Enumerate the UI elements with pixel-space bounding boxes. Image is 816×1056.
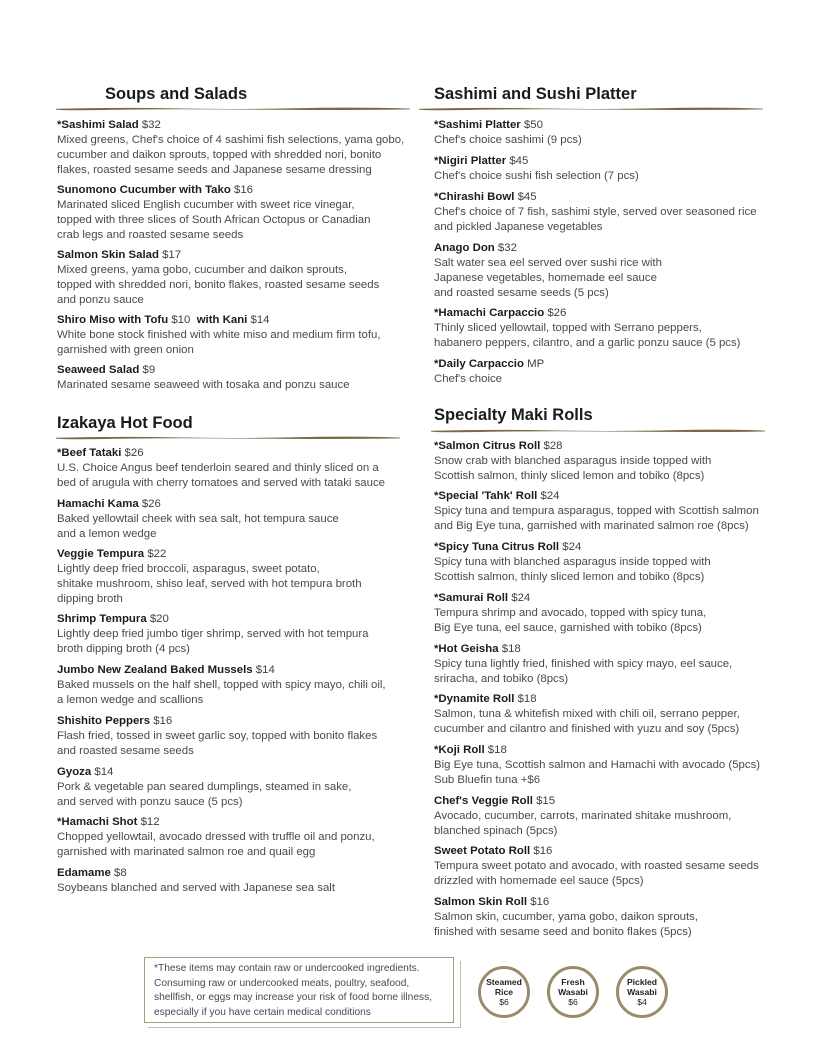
item-price: $17 — [162, 249, 182, 261]
item-description: Salmon skin, cucumber, yama gobo, daikon sprouts, — [434, 911, 699, 923]
item-name: *Hamachi Shot — [57, 816, 138, 828]
disclaimer-line: especially if you have certain medical conditions — [154, 1006, 371, 1018]
item-description: Chef's choice of 7 fish, sashimi style, served over seasoned rice — [434, 206, 757, 218]
brush-divider — [55, 435, 401, 440]
heading-soups-and-salads: Soups and Salads — [105, 85, 248, 103]
item-name: Gyoza — [57, 766, 92, 778]
menu-item — [57, 612, 369, 657]
item-name: *Sashimi Platter — [434, 119, 521, 131]
item-description: drizzled with homemade eel sauce (5pcs) — [434, 875, 644, 887]
item-description: flakes, roasted sesame seeds and Japanese sesame dressing — [57, 164, 372, 176]
menu-item — [57, 248, 379, 308]
item-name: *Spicy Tuna Citrus Roll — [434, 541, 560, 553]
menu-item — [434, 895, 698, 940]
menu-item — [57, 547, 362, 607]
item-description: bed of arugula with cherry tomatoes and served with tataki sauce — [57, 477, 385, 489]
item-description: and pickled Japanese vegetables — [434, 221, 603, 233]
item-name: Salmon Skin Salad — [57, 249, 159, 261]
item-name: Anago Don — [434, 242, 495, 254]
item-description: and a lemon wedge — [57, 528, 157, 540]
item-price: $26 — [141, 498, 161, 510]
item-name: Edamame — [57, 867, 111, 879]
item-price: $22 — [147, 548, 167, 560]
brush-divider — [55, 106, 411, 111]
item-name: Jumbo New Zealand Baked Mussels — [57, 664, 253, 676]
item-description: Mixed greens, Chef's choice of 4 sashimi fish selections, yama gobo, — [57, 134, 405, 146]
item-price: $18 — [487, 744, 507, 756]
menu-item — [434, 743, 760, 788]
heading-sashimi-sushi-platter: Sashimi and Sushi Platter — [434, 85, 637, 103]
menu-item — [434, 306, 740, 351]
item-price: $32 — [497, 242, 517, 254]
disclaimer-line: shellfish, or eggs may increase your risk of food borne illness, — [154, 992, 433, 1003]
item-price: $26 — [547, 307, 567, 319]
item-name: Sweet Potato Roll — [434, 845, 531, 857]
item-description: and Big Eye tuna, garnished with marinated salmon roe (8pcs) — [434, 520, 749, 532]
item-price: $16 — [533, 845, 553, 857]
item-description: Snow crab with blanched asparagus inside topped with — [434, 455, 712, 467]
item-description: Chef's choice — [434, 373, 503, 385]
item-description: Mixed greens, yama gobo, cucumber and daikon sprouts, — [57, 264, 347, 276]
item-description: shitake mushroom, shiso leaf, served with hot tempura broth — [57, 578, 362, 590]
item-name: *Dynamite Roll — [434, 693, 515, 705]
item-description: blanched spinach (5pcs) — [434, 825, 558, 837]
item-description: crab legs and roasted sesame seeds — [57, 229, 244, 241]
menu-item — [57, 714, 377, 759]
item-description: Tempura shrimp and avocado, topped with spicy tuna, — [434, 607, 707, 619]
item-price: $16 — [233, 184, 253, 196]
item-name: *Salmon Citrus Roll — [434, 440, 541, 452]
side-label: Steamed — [486, 977, 522, 987]
side-label: Wasabi — [627, 987, 657, 997]
item-price: $18 — [501, 643, 521, 655]
item-description: Tempura sweet potato and avocado, with roasted sesame seeds — [434, 860, 759, 872]
menu-item — [434, 190, 757, 235]
item-name: Shishito Peppers — [57, 715, 151, 727]
menu-item — [434, 794, 731, 839]
item-price: $9 — [142, 364, 156, 376]
item-name-variant: with Kani — [196, 314, 248, 326]
item-description: Lightly deep fried jumbo tiger shrimp, served with hot tempura — [57, 628, 369, 640]
item-description: Baked mussels on the half shell, topped with spicy mayo, chili oil, — [57, 679, 386, 691]
menu-item — [434, 692, 740, 737]
item-description: finished with sesame seed and bonito flakes (5pcs) — [434, 926, 692, 938]
item-description: Big Eye tuna, eel sauce, garnished with tobiko (8pcs) — [434, 622, 702, 634]
menu-item — [57, 446, 385, 491]
item-price: $24 — [511, 592, 531, 604]
item-price: $24 — [540, 490, 560, 502]
item-name: Seaweed Salad — [57, 364, 140, 376]
item-price: $16 — [530, 896, 550, 908]
disclaimer-line: *These items may contain raw or undercooked ingredients. — [154, 963, 420, 974]
item-name: *Koji Roll — [434, 744, 485, 756]
menu-item — [434, 154, 639, 184]
item-name: Veggie Tempura — [57, 548, 145, 560]
item-name: *Chirashi Bowl — [434, 191, 515, 203]
item-price: $50 — [523, 119, 543, 131]
menu-item — [434, 118, 582, 148]
item-description: Thinly sliced yellowtail, topped with Serrano peppers, — [434, 322, 702, 334]
menu-item — [434, 357, 544, 387]
item-price: $14 — [94, 766, 114, 778]
item-description: Big Eye tuna, Scottish salmon and Hamachi with avocado (5pcs) — [434, 759, 761, 771]
menu-item — [434, 591, 706, 636]
item-description: habanero peppers, cilantro, and a garlic ponzu sauce (5 pcs) — [434, 337, 741, 349]
item-price: $24 — [562, 541, 582, 553]
disclaimer-box — [144, 957, 454, 1023]
item-description: Scottish salmon, thinly sliced lemon and tobiko (8pcs) — [434, 470, 705, 482]
item-name: *Samurai Roll — [434, 592, 509, 604]
brush-divider — [418, 106, 764, 111]
item-description: Marinated sliced English cucumber with sweet rice vinegar, — [57, 199, 355, 211]
item-name: *Hamachi Carpaccio — [434, 307, 545, 319]
item-price: $28 — [543, 440, 563, 452]
item-description: Chef's choice sushi fish selection (7 pcs) — [434, 170, 639, 182]
item-description: Baked yellowtail cheek with sea salt, hot tempura sauce — [57, 513, 339, 525]
menu-item — [57, 765, 351, 810]
item-description: a lemon wedge and scallions — [57, 694, 204, 706]
item-description: and ponzu sauce — [57, 294, 144, 306]
item-name: *Beef Tataki — [57, 447, 122, 459]
item-description: Spicy tuna lightly fried, finished with spicy mayo, eel sauce, — [434, 658, 733, 670]
item-description: and served with ponzu sauce (5 pcs) — [57, 796, 243, 808]
side-label: Wasabi — [558, 987, 588, 997]
item-description: Pork & vegetable pan seared dumplings, steamed in sake, — [57, 781, 352, 793]
brush-divider — [430, 428, 766, 433]
item-description: Spicy tuna with blanched asparagus inside topped with — [434, 556, 711, 568]
item-description: Marinated sesame seaweed with tosaka and ponzu sauce — [57, 379, 350, 391]
item-description: broth dipping broth (4 pcs) — [57, 643, 190, 655]
side-price: $6 — [499, 997, 509, 1007]
item-description: Spicy tuna and tempura asparagus, topped with Scottish salmon — [434, 505, 759, 517]
item-name: Salmon Skin Roll — [434, 896, 528, 908]
menu-item — [434, 489, 759, 534]
item-name: *Hot Geisha — [434, 643, 499, 655]
item-name: Chef's Veggie Roll — [434, 795, 533, 807]
item-price: $45 — [509, 155, 529, 167]
item-description: Flash fried, tossed in sweet garlic soy, topped with bonito flakes — [57, 730, 378, 742]
menu-item — [57, 313, 381, 358]
item-price: MP — [527, 358, 545, 370]
item-description: dipping broth — [57, 593, 123, 605]
item-price: $12 — [140, 816, 160, 828]
menu-item — [57, 866, 335, 896]
menu-item — [57, 815, 375, 860]
item-description: Lightly deep fried broccoli, asparagus, sweet potato, — [57, 563, 320, 575]
menu-item — [434, 439, 711, 484]
side-fresh-wasabi — [547, 966, 599, 1018]
menu-item — [57, 363, 350, 393]
menu-item — [57, 183, 370, 243]
heading-specialty-maki-rolls: Specialty Maki Rolls — [434, 406, 593, 424]
item-name: Shrimp Tempura — [57, 613, 147, 625]
item-price-variant: $14 — [250, 314, 270, 326]
item-name: Hamachi Kama — [57, 498, 139, 510]
side-pickled-wasabi — [616, 966, 668, 1018]
item-description: Soybeans blanched and served with Japanese sea salt — [57, 882, 335, 894]
item-price: $20 — [149, 613, 169, 625]
menu-item — [434, 540, 711, 585]
item-description: U.S. Choice Angus beef tenderloin seared and thinly sliced on a — [57, 462, 379, 474]
item-name: *Nigiri Platter — [434, 155, 507, 167]
item-description: topped with shredded nori, bonito flakes, roasted sesame seeds — [57, 279, 380, 291]
item-name: Sunomono Cucumber with Tako — [57, 184, 231, 196]
menu-item — [57, 118, 404, 178]
item-description: Chef's choice sashimi (9 pcs) — [434, 134, 582, 146]
side-price: $4 — [637, 997, 647, 1007]
menu-item — [57, 663, 386, 708]
heading-izakaya-hot-food: Izakaya Hot Food — [57, 414, 193, 432]
item-description: and roasted sesame seeds — [57, 745, 194, 757]
item-price: $16 — [153, 715, 173, 727]
item-price: $10 — [171, 314, 191, 326]
menu-item — [434, 642, 732, 687]
disclaimer-line: Consuming raw or undercooked meats, poultry, seafood, — [154, 977, 410, 989]
item-description: and roasted sesame seeds (5 pcs) — [434, 287, 609, 299]
side-label: Rice — [494, 987, 514, 997]
item-description: garnished with marinated salmon roe and quail egg — [57, 846, 316, 858]
item-price: $32 — [141, 119, 161, 131]
item-description: garnished with green onion — [57, 344, 194, 356]
item-description: Scottish salmon, thinly sliced lemon and tobiko (8pcs) — [434, 571, 705, 583]
menu-item — [434, 241, 662, 301]
item-description: White bone stock finished with white miso and medium firm tofu, — [57, 329, 381, 341]
item-description: Chopped yellowtail, avocado dressed with truffle oil and ponzu, — [57, 831, 375, 843]
item-description: cucumber and cilantro and finished with yuzu and soy (5pcs) — [434, 723, 740, 735]
item-name: *Special 'Tahk' Roll — [434, 490, 538, 502]
side-label: Pickled — [626, 977, 658, 987]
item-description: Japanese vegetables, homemade eel sauce — [434, 272, 657, 284]
item-price: $26 — [124, 447, 144, 459]
item-description: cucumber and daikon sprouts, topped with shredded nori, bonito — [57, 149, 382, 161]
side-label: Fresh — [561, 977, 585, 987]
item-description: Salt water sea eel served over sushi rice with — [434, 257, 662, 269]
item-price: $15 — [536, 795, 556, 807]
side-price: $6 — [568, 997, 578, 1007]
item-price: $14 — [255, 664, 275, 676]
item-description: Sub Bluefin tuna +$6 — [434, 774, 541, 786]
item-price: $8 — [114, 867, 127, 879]
item-description: Avocado, cucumber, carrots, marinated shitake mushroom, — [434, 810, 732, 822]
item-price: $18 — [517, 693, 537, 705]
menu-item — [57, 497, 339, 542]
item-price: $45 — [517, 191, 537, 203]
item-description: sriracha, and tobiko (8pcs) — [434, 673, 569, 685]
menu-item — [434, 844, 759, 889]
item-description: Salmon, tuna & whitefish mixed with chili oil, serrano pepper, — [434, 708, 740, 720]
item-name: *Sashimi Salad — [57, 119, 139, 131]
side-steamed-rice — [478, 966, 530, 1018]
item-name: Shiro Miso with Tofu — [57, 314, 169, 326]
item-name: *Daily Carpaccio — [434, 358, 524, 370]
item-description: topped with three slices of South African Octopus or Canadian — [57, 214, 371, 226]
